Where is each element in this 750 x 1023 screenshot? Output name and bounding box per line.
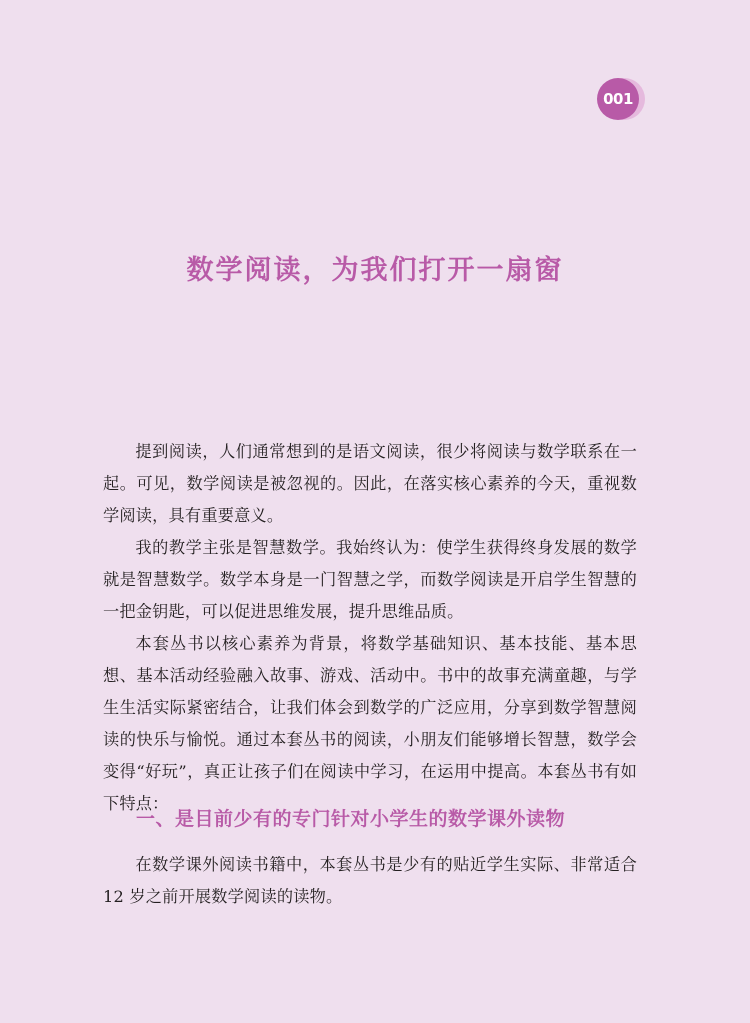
section-body-text	[103, 849, 637, 913]
paragraph: 在数学课外阅读书籍中，本套丛书是少有的贴近学生实际、非常适合12 岁之前开展数学阅读的读物。	[103, 855, 637, 906]
page-number: 001	[597, 78, 639, 120]
paragraph: 我的教学主张是智慧数学。我始终认为：使学生获得终身发展的数学就是智慧数学。数学本身是一门智慧之学，而数学阅读是开启学生智慧的一把金钥匙，可以促进思维发展，提升思维品质。	[103, 538, 637, 621]
section-heading: 一、是目前少有的专门针对小学生的数学课外读物	[136, 808, 566, 830]
page-number-badge	[597, 78, 645, 120]
body-text	[103, 436, 637, 820]
chapter-title: 数学阅读，为我们打开一扇窗	[186, 255, 564, 286]
paragraph: 本套丛书以核心素养为背景，将数学基础知识、基本技能、基本思想、基本活动经验融入故事、游戏、活动中。书中的故事充满童趣，与学生生活实际紧密结合，让我们体会到数学的广泛应用，分享到数学智慧阅读的快乐与愉悦。通过本套丛书的阅读，小朋友们能够增长智慧，数学会变得“好玩”，真正让孩子们在阅读中学习，在运用中提高。本套丛书有如下特点：	[103, 634, 637, 813]
paragraph: 提到阅读，人们通常想到的是语文阅读，很少将阅读与数学联系在一起。可见，数学阅读是被忽视的。因此，在落实核心素养的今天，重视数学阅读，具有重要意义。	[103, 442, 637, 525]
